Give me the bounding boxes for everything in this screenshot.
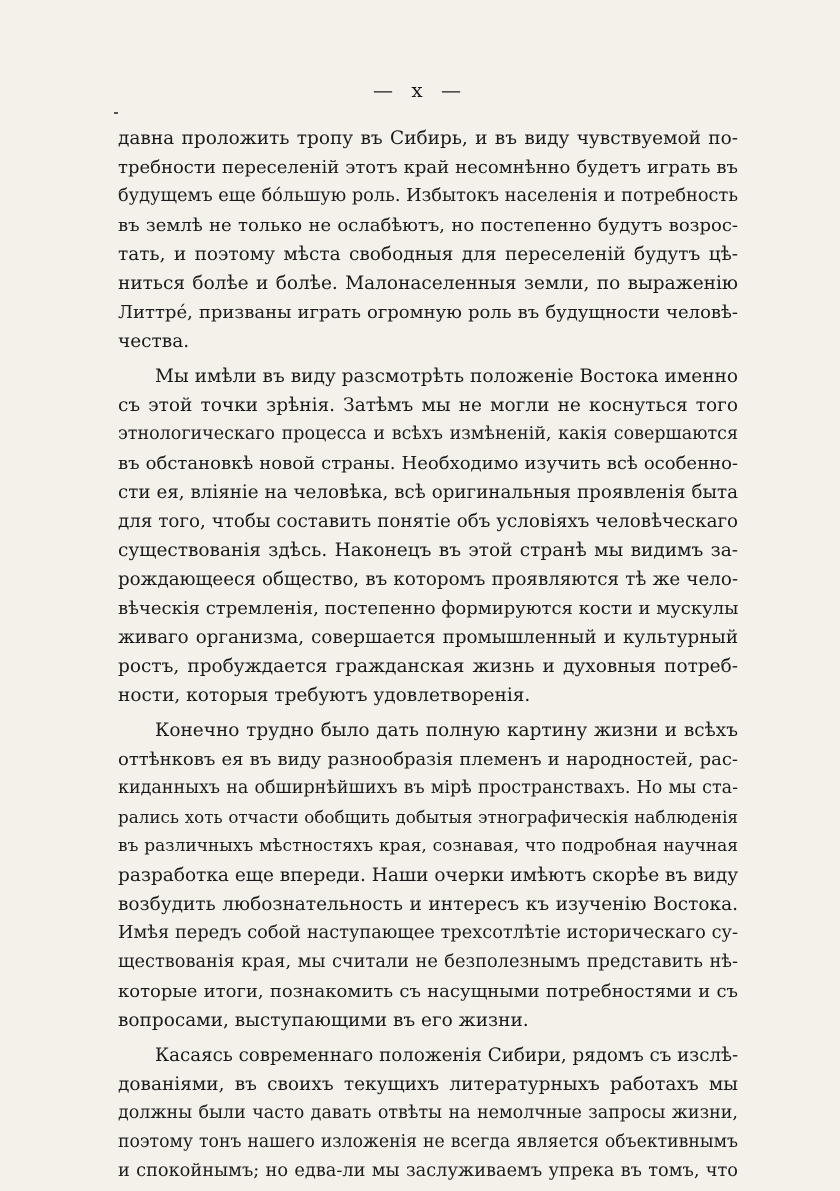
text-line: живаго организма, совершается промышленный и культурный	[118, 627, 738, 648]
text-line: которые итоги, познакомить съ насущными потребностями и съ	[118, 981, 738, 1002]
text-line: рождающееся общество, въ которомъ проявляются тѣ же чело-	[118, 569, 738, 590]
text-line: и спокойнымъ; но едва-ли мы заслуживаемъ упрека въ томъ, что	[118, 1161, 738, 1181]
text-line: вѣческія стремленія, постепенно формируются кости и мускулы	[118, 598, 739, 619]
text-line: чества.	[118, 331, 190, 352]
text-line: разработка еще впереди. Наши очерки имѣютъ скорѣе въ виду	[118, 865, 739, 886]
text-line: въ землѣ не только не ослабѣютъ, но постепенно будутъ возрос-	[118, 215, 738, 236]
text-line: поэтому тонъ нашего изложенія не всегда является объективнымъ	[118, 1132, 738, 1152]
text-line: Мы имѣли въ виду разсмотрѣть положеніе Востока именно	[155, 366, 738, 387]
text-line: тать, и поэтому мѣста свободныя для переселеній будутъ цѣ-	[118, 244, 738, 265]
text-line: возбудить любознательность и интересъ къ изученію Востока.	[118, 894, 738, 915]
text-line: дованіями, въ своихъ текущихъ литературныхъ работахъ мы	[118, 1074, 738, 1095]
ink-speck	[114, 112, 118, 114]
paragraph	[118, 362, 738, 710]
text-line: киданныхъ на обширнѣйшихъ въ мірѣ пространствахъ. Но мы ста-	[118, 778, 738, 798]
text-line: Касаясь современнаго положенія Сибири, рядомъ съ изслѣ-	[155, 1045, 739, 1066]
text-line: въ обстановкѣ новой страны. Необходимо изучить всѣ особенно-	[118, 453, 738, 474]
text-line: Конечно трудно было дать полную картину жизни и всѣхъ	[155, 720, 738, 741]
text-line: Литтре́, призваны играть огромную роль въ будущности человѣ-	[118, 302, 738, 323]
text-line: этнологическаго процесса и всѣхъ измѣненій, какія совершаются	[118, 424, 738, 444]
text-line: ности, которыя требуютъ удовлетворенія.	[118, 685, 531, 706]
text-line: въ различныхъ мѣстностяхъ края, сознавая, что подробная научная	[118, 836, 738, 856]
text-line: ниться болѣе и болѣе. Малонаселенныя земли, по выраженію	[118, 273, 738, 294]
text-line: существованія здѣсь. Наконецъ въ этой странѣ мы видимъ за-	[118, 540, 738, 561]
text-line: оттѣнковъ ея въ виду разнообразія племенъ и народностей, рас-	[118, 749, 738, 770]
paragraph	[118, 124, 738, 356]
text-line: давна проложить тропу въ Сибирь, и въ виду чувствуемой по-	[118, 128, 738, 149]
text-line: сти ея, вліяніе на человѣка, всѣ оригинальныя проявленія быта	[118, 482, 738, 503]
paragraph	[118, 1041, 738, 1186]
text-line: ществованія края, мы считали не безполезнымъ представить нѣ-	[118, 952, 738, 972]
text-line: требности переселеній этотъ край несомнѣнно будетъ играть въ	[118, 157, 738, 178]
text-line: рались хоть отчасти обобщить добытыя этнографическія наблюденія	[118, 807, 738, 827]
text-line: должны были часто давать отвѣты на немолчные запросы жизни,	[118, 1103, 738, 1123]
paragraph	[118, 716, 738, 1035]
text-line: будущемъ еще бо́льшую роль. Избытокъ населенія и потребность	[118, 186, 738, 206]
text-line: ростъ, пробуждается гражданская жизнь и духовныя потреб-	[118, 656, 738, 677]
text-line: съ этой точки зрѣнія. Затѣмъ мы не могли не коснуться того	[118, 395, 738, 416]
page-number-header: — x —	[373, 78, 467, 102]
body-text	[118, 124, 738, 1186]
text-line: Имѣя передъ собой наступающее трехсотлѣтіе историческаго су-	[118, 923, 738, 943]
text-line: для того, чтобы составить понятіе объ условіяхъ человѣческаго	[118, 511, 738, 532]
text-line: вопросами, выступающими въ его жизни.	[118, 1010, 529, 1031]
